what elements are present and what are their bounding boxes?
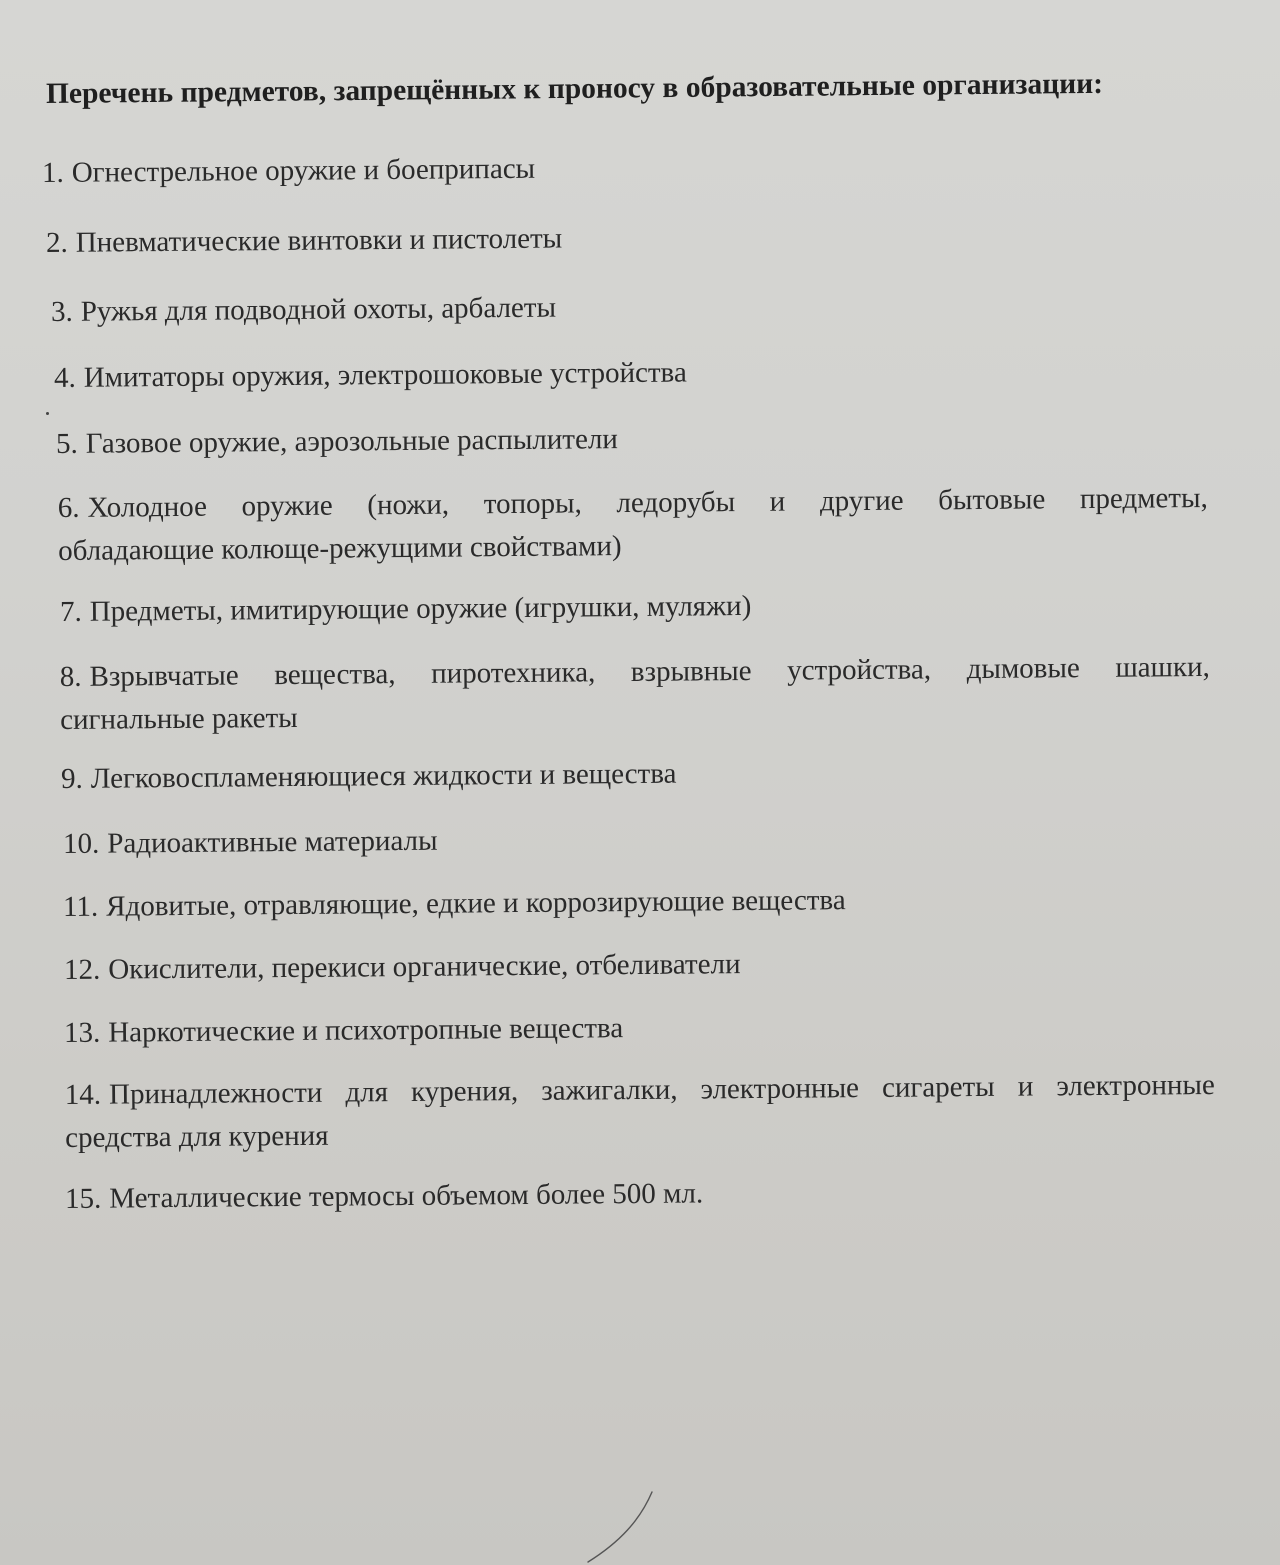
item-number: 9.	[60, 762, 83, 795]
item-number: 8.	[59, 660, 82, 694]
item-text: Имитаторы оружия, электрошоковые устройства	[83, 356, 687, 394]
item-number: 1.	[41, 156, 64, 189]
item-number: 7.	[59, 595, 82, 628]
list-item-4	[54, 351, 687, 400]
item-text: Газовое оружие, аэрозольные распылители	[85, 423, 619, 460]
stray-dot	[46, 412, 49, 415]
item-text: Металлические термосы объемом более 500 мл.	[109, 1177, 704, 1215]
list-item-8	[60, 646, 1211, 742]
list-item-11	[63, 879, 846, 929]
item-number: 14.	[64, 1078, 102, 1112]
list-item-2	[46, 217, 563, 265]
item-text: Пневматические винтовки и пистолеты	[75, 222, 563, 259]
list-item-13	[64, 1007, 624, 1055]
list-item-10	[63, 820, 438, 866]
list-item-1	[42, 148, 535, 195]
item-number: 5.	[55, 427, 78, 460]
list-item-9	[61, 753, 677, 801]
item-number: 10.	[62, 827, 100, 860]
item-text: Окислители, перекиси органические, отбеливатели	[108, 948, 741, 986]
item-text-line-1: Принадлежности для курения, зажигалки, электронные сигареты и электронные	[108, 1068, 1215, 1111]
list-item-3	[51, 287, 556, 334]
item-text-line-2: средства для курения	[65, 1119, 329, 1154]
item-text: Радиоактивные материалы	[107, 824, 438, 860]
item-text: Огнестрельное оружие и боеприпасы	[71, 152, 536, 189]
item-number: 11.	[62, 890, 99, 923]
item-text: Легковоспламеняющиеся жидкости и вещества	[90, 757, 677, 795]
pen-stroke-mark	[580, 1480, 670, 1565]
list-item-7	[60, 585, 752, 634]
list-item-15	[65, 1172, 704, 1221]
item-text-line-2: сигнальные ракеты	[60, 701, 298, 736]
list-item-6	[58, 477, 1209, 573]
item-number: 6.	[57, 491, 80, 525]
item-line-1	[58, 477, 1208, 530]
item-text-line-1: Взрывчатые вещества, пиротехника, взрывные устройства, дымовые шашки,	[89, 650, 1210, 693]
item-text-line-1: Холодное оружие (ножи, топоры, ледорубы и другие бытовые предметы,	[87, 481, 1208, 524]
list-item-5	[56, 418, 618, 466]
list-item-14	[65, 1064, 1216, 1160]
item-text: Наркотические и психотропные вещества	[108, 1012, 624, 1049]
item-line-1	[65, 1064, 1215, 1117]
list-item-12	[64, 943, 741, 992]
document-title: Перечень предметов, запрещённых к проносу в образовательные организации:	[45, 67, 1104, 110]
item-text: Ружья для подводной охоты, арбалеты	[80, 291, 557, 328]
item-number: 2.	[45, 226, 68, 259]
item-line-1	[60, 646, 1210, 699]
item-number: 3.	[50, 295, 73, 328]
item-number: 12.	[63, 953, 101, 986]
item-text: Предметы, имитирующие оружие (игрушки, муляжи)	[89, 589, 752, 628]
item-text: Ядовитые, отравляющие, едкие и коррозирующие вещества	[106, 884, 846, 923]
item-number: 4.	[53, 361, 76, 394]
item-number: 13.	[63, 1016, 101, 1049]
item-number: 15.	[64, 1182, 102, 1215]
item-text-line-2: обладающие колюще-режущими свойствами)	[58, 530, 622, 567]
